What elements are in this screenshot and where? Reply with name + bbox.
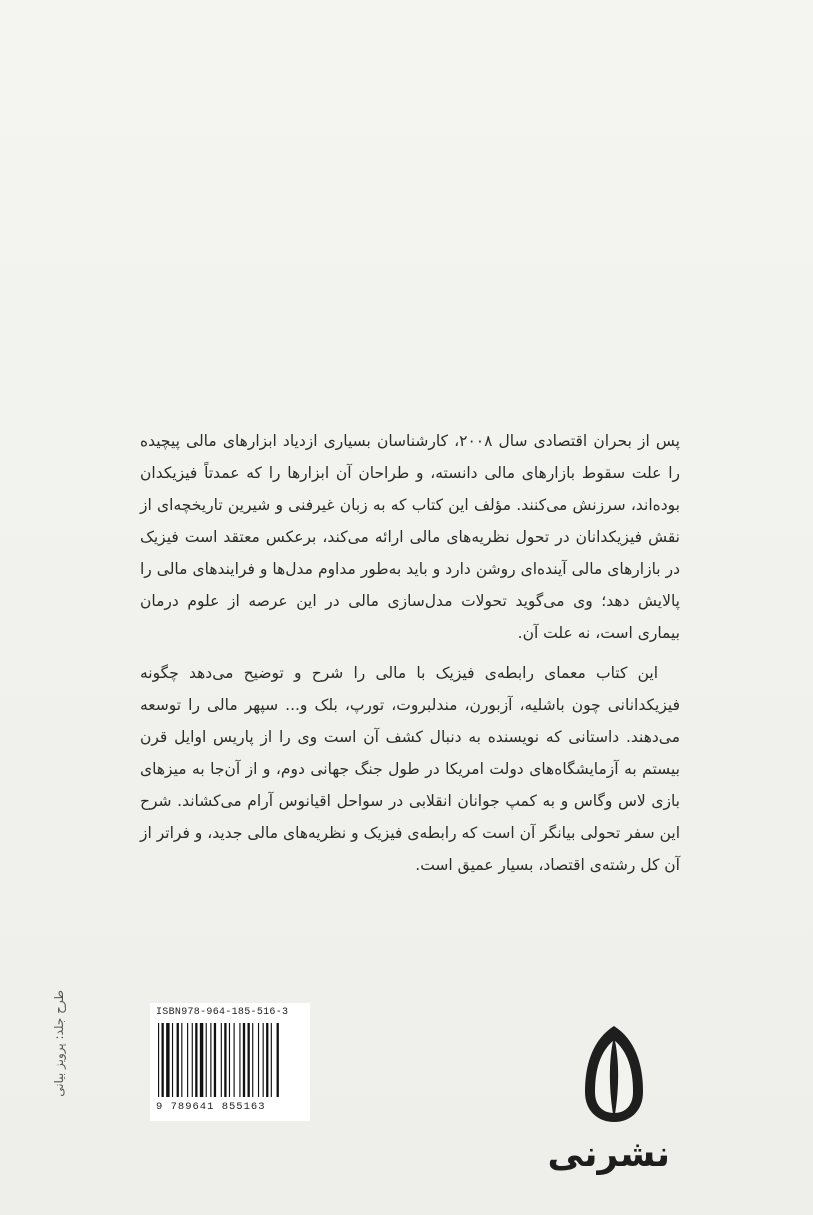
publisher-name: نشرنی xyxy=(547,1134,670,1175)
cover-designer-credit: طرح جلد: پرویز بیانی xyxy=(52,990,66,1097)
blurb-text xyxy=(140,425,680,881)
nashr-ney-logo-icon xyxy=(581,1022,647,1126)
barcode-bars-icon xyxy=(158,1023,302,1097)
blurb-paragraph-1: پس از بحران اقتصادی سال ۲۰۰۸، کارشناسان بسیاری ازدیاد ابزارهای مالی پیچیده را علت سقوط بازارهای مالی دانسته، و طراحان آن ابزارها را که عمدتاً فیزیکدان بوده‌اند، سرزنش می‌کنند. مؤلف این کتاب که به زبان غیرفنی و شیرین تاریخچه‌ای از نقش فیزیکدانان در تحول نظریه‌های مالی ارائه می‌کند، برعکس معتقد است فیزیک در بازارهای مالی آینده‌ای روشن دارد و باید به‌طور مداوم مدل‌ها و فرایندهای مالی را پالایش دهد؛ وی می‌گوید تحولات مدل‌سازی مالی در این عرصه از علوم درمان بیماری است، نه علت آن. xyxy=(140,432,680,642)
barcode-number: 9 789641 855163 xyxy=(156,1101,266,1113)
barcode xyxy=(150,1003,310,1121)
blurb-paragraph-2: این کتاب معمای رابطه‌ی فیزیک با مالی را شرح و توضیح می‌دهد چگونه فیزیکدانانی چون باشلیه، آزبورن، مندلبروت، تورپ، بلک و... سپهر مالی را توسعه می‌دهند. داستانی که نویسنده به دنبال کشف آن است وی را از پاریس اوایل قرن بیستم به آزمایشگاه‌های دولت امریکا در طول جنگ جهانی دوم، و از آن‌جا به میزهای بازی لاس وگاس و به کمپ جوانان انقلابی در سواحل اقیانوس آرام می‌کشاند. شرح این سفر تحولی بیانگر آن است که رابطه‌ی فیزیک و نظریه‌های مالی جدید، و فراتر از آن کل رشته‌ی اقتصاد، بسیار عمیق است. xyxy=(140,664,680,874)
isbn-label: ISBN978-964-185-516-3 xyxy=(156,1007,289,1018)
